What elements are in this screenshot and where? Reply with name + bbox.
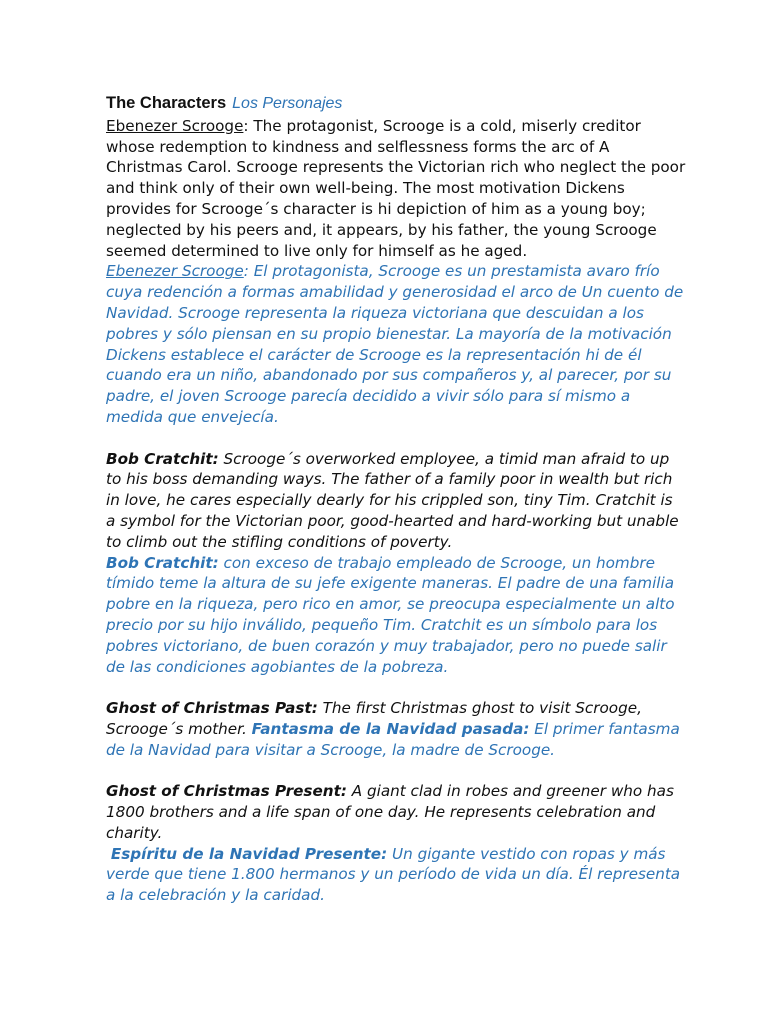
cratchit-spanish-text: con exceso de trabajo empleado de Scrooge, un hombre tímido teme la altura de su jefe exigente maneras. El padre de una familia pobre en la riqueza, pero rico en amor, se preocupa especialmente un alto precio por su hijo inválido, pequeño Tim. Cratchit es un símbolo para los pobres victoriano, de buen corazón y muy trabajador, pero no puede salir de las condiciones agobiantes de la pobreza. — [106, 553, 675, 676]
past-spanish-text: El primer fantasma de la Navidad para visitar a Scrooge, la madre de Scrooge. — [106, 719, 680, 759]
present-spanish-paragraph — [106, 844, 686, 906]
section-heading — [106, 93, 686, 115]
present-english-text: A giant clad in robes and greener who has 1800 brothers and a life span of one day. He represents celebration and charity. — [106, 782, 674, 842]
cratchit-english-name: Bob Cratchit: — [106, 449, 219, 468]
cratchit-spanish-name: Bob Cratchit: — [106, 553, 219, 572]
paragraph-gap — [106, 677, 686, 698]
present-spanish-name: Espíritu de la Navidad Presente: — [110, 844, 388, 863]
document-body — [106, 93, 686, 906]
scrooge-english-name: Ebenezer Scrooge — [106, 116, 244, 135]
scrooge-english-paragraph — [106, 116, 686, 262]
cratchit-spanish-paragraph — [106, 553, 686, 678]
past-english-text: The first Christmas ghost to visit Scrooge, Scrooge´s mother. — [106, 699, 642, 738]
scrooge-spanish-paragraph — [106, 261, 686, 427]
paragraph-gap — [106, 761, 686, 782]
present-english-paragraph — [106, 781, 686, 843]
cratchit-english-text: Scrooge´s overworked employee, a timid man afraid to up to his boss demanding ways. The father of a family poor in wealth but rich in love, he cares especially dearly for his crippled son, tiny Tim. Cratchit is a symbol for the Victorian poor, good-hearted and hard-working but unable to climb out the stifling conditions of poverty. — [106, 449, 679, 551]
present-english-name: Ghost of Christmas Present: — [106, 782, 347, 801]
scrooge-english-text: : The protagonist, Scrooge is a cold, miserly creditor whose redemption to kindness and selflessness forms the arc of A Christmas Carol. Scrooge represents the Victorian rich who neglect the poor and think only of their own well-being. The most motivation Dickens provides for Scrooge´s character is hi depiction of him as a young boy; neglected by his peers and, it appears, by his father, the young Scrooge seemed determined to live only for himself as he aged. — [106, 116, 686, 260]
scrooge-spanish-text: : El protagonista, Scrooge es un prestamista avaro frío cuya redención a formas amabilidad y generosidad el arco de Un cuento de Navidad. Scrooge representa la riqueza victoriana que descuidan a los pobres y sólo piensan en su propio bienestar. La mayoría de la motivación Dickens establece el carácter de Scrooge es la representación hi de él cuando era un niño, abandonado por sus compañeros y, al parecer, por su padre, el joven Scrooge parecía decidido a vivir sólo para sí mismo a medida que envejecía. — [106, 262, 684, 426]
scrooge-spanish-name: Ebenezer Scrooge — [106, 262, 244, 281]
paragraph-gap — [106, 428, 686, 449]
past-spanish-name: Fantasma de la Navidad pasada: — [251, 719, 530, 738]
present-spanish-text: Un gigante vestido con ropas y más verde que tiene 1.800 hermanos y un período de vida un día. Él representa a la celebración y la caridad. — [106, 844, 681, 905]
heading-english: The Characters — [106, 94, 227, 112]
past-paragraph — [106, 698, 686, 760]
past-english-name: Ghost of Christmas Past: — [106, 699, 318, 718]
heading-spanish: Los Personajes — [232, 95, 343, 112]
cratchit-english-paragraph — [106, 449, 686, 553]
